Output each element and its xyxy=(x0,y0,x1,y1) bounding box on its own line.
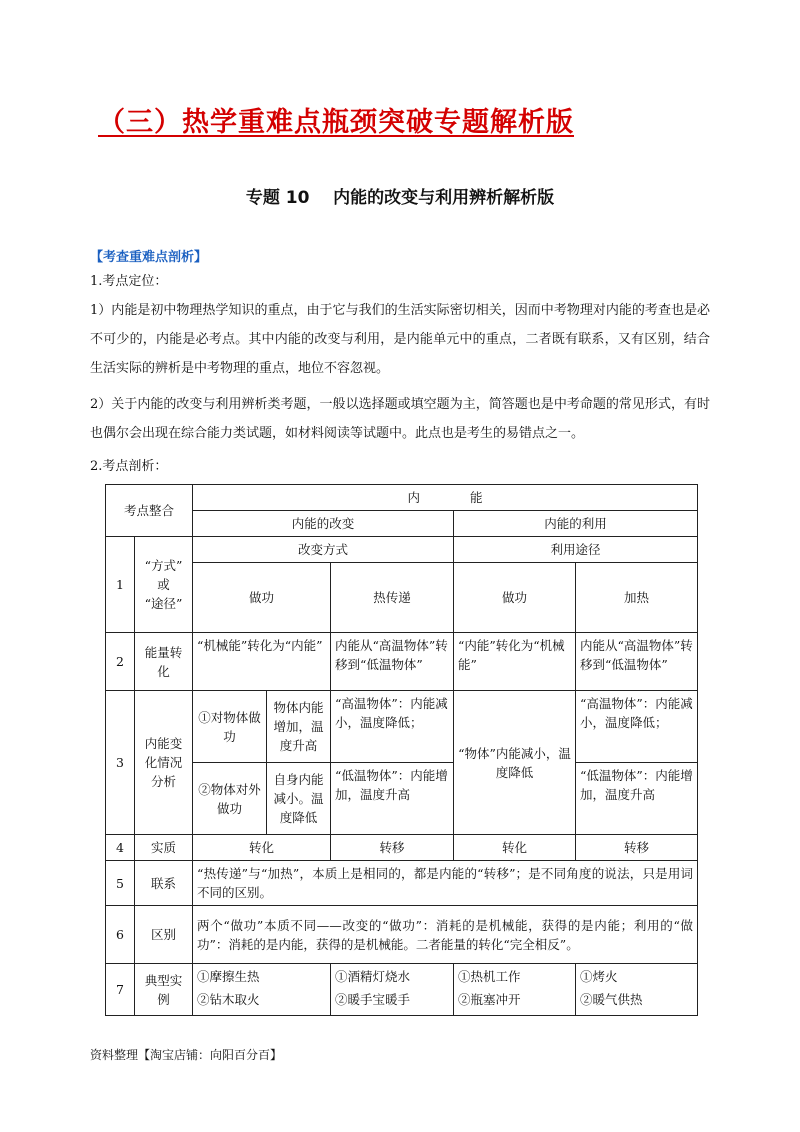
row-7-c2 xyxy=(331,964,454,1016)
row-6-text: 两个“做功”本质不同——改变的“做功”：消耗的是机械能，获得的是内能；利用的“做功”：消耗的是内能，获得的是机械能。二者能量的转化“完全相反”。 xyxy=(193,906,698,964)
main-title: （三）热学重难点瓶颈突破专题解析版 xyxy=(98,107,574,138)
row-7-c4a: ①烤火 xyxy=(580,969,618,984)
position-label: 1.考点定位： xyxy=(90,274,168,289)
row-5-text: “热传递”与“加热”，本质上是相同的，都是内能的“转移”；是不同角度的说法，只是用词不同的区别。 xyxy=(193,861,698,906)
header-change: 内能的改变 xyxy=(193,511,454,537)
row-1-num: 1 xyxy=(106,537,135,633)
row-1-c1: 做功 xyxy=(193,563,331,633)
row-5-num: 5 xyxy=(106,861,135,906)
row-1-label-a: “方式” xyxy=(144,558,183,573)
row-1-label-c: “途径” xyxy=(144,596,183,611)
row-3-c2a: “高温物体”：内能减小，温度降低； xyxy=(331,691,454,763)
row-3-c1a-right: 物体内能增加，温度升高 xyxy=(267,691,331,763)
table-corner: 考点整合 xyxy=(106,485,193,537)
row-1-c4: 加热 xyxy=(576,563,698,633)
row-7-c3 xyxy=(454,964,576,1016)
row-3-c4b: “低温物体”：内能增加，温度升高 xyxy=(576,763,698,835)
row-7-c3b: ②瓶塞冲开 xyxy=(458,992,521,1007)
row-7-label: 典型实例 xyxy=(135,964,193,1016)
row-5-label: 联系 xyxy=(135,861,193,906)
row-4-c3: 转化 xyxy=(454,835,576,861)
row-6-num: 6 xyxy=(106,906,135,964)
row-2-num: 2 xyxy=(106,633,135,691)
row-3-c1a-left: ①对物体做功 xyxy=(193,691,267,763)
row-1-label xyxy=(135,537,193,633)
header-use: 内能的利用 xyxy=(454,511,698,537)
row-4-c2: 转移 xyxy=(331,835,454,861)
row-7-c2a: ①酒精灯烧水 xyxy=(335,969,411,984)
analysis-label: 2.考点剖析： xyxy=(90,459,168,474)
row-2-c1: “机械能”转化为“内能” xyxy=(193,633,331,691)
row-4-c4: 转移 xyxy=(576,835,698,861)
row-1-c3: 做功 xyxy=(454,563,576,633)
row-4-num: 4 xyxy=(106,835,135,861)
paragraph-2: 2）关于内能的改变与利用辨析类考题，一般以选择题或填空题为主，简答题也是中考命题的常见形式，有时也偶尔会出现在综合能力类试题，如材料阅读等试题中。此点也是考生的易错点之一。 xyxy=(90,397,710,441)
knowledge-table xyxy=(105,484,698,1016)
row-7-c3a: ①热机工作 xyxy=(458,969,521,984)
row-3-label: 内能变化情况分析 xyxy=(135,691,193,835)
footer-text: 资料整理【淘宝店铺：向阳百分百】 xyxy=(90,1048,283,1062)
row-2-label: 能量转化 xyxy=(135,633,193,691)
row-4-label: 实质 xyxy=(135,835,193,861)
row-7-c4b: ②暖气供热 xyxy=(580,992,643,1007)
paragraph-1: 1）内能是初中物理热学知识的重点，由于它与我们的生活实际密切相关，因而中考物理对内能的考查也是必不可少的，内能是必考点。其中内能的改变与利用，是内能单元中的重点，二者既有联系，又有区别，结合生活实际的辨析是中考物理的重点，地位不容忽视。 xyxy=(90,303,710,376)
row-3-c4a: “高温物体”：内能减小，温度降低； xyxy=(576,691,698,763)
row-2-c3: “内能”转化为“机械能” xyxy=(454,633,576,691)
header-inner-energy: 内 能 xyxy=(193,485,698,511)
header-use-way: 利用途径 xyxy=(454,537,698,563)
row-3-c3: “物体”内能减小，温度降低 xyxy=(454,691,576,835)
section-heading: 【考查重难点剖析】 xyxy=(90,250,208,265)
row-1-c2: 热传递 xyxy=(331,563,454,633)
row-4-c1: 转化 xyxy=(193,835,331,861)
row-7-num: 7 xyxy=(106,964,135,1016)
row-3-c2b: “低温物体”：内能增加，温度升高 xyxy=(331,763,454,835)
sub-title: 专题 10 内能的改变与利用辨析解析版 xyxy=(245,188,555,208)
row-7-c4 xyxy=(576,964,698,1016)
row-7-c1 xyxy=(193,964,331,1016)
row-6-label: 区别 xyxy=(135,906,193,964)
row-7-c2b: ②暖手宝暖手 xyxy=(335,992,411,1007)
row-7-c1b: ②钻木取火 xyxy=(197,992,260,1007)
row-3-num: 3 xyxy=(106,691,135,835)
header-change-method: 改变方式 xyxy=(193,537,454,563)
row-1-label-b: 或 xyxy=(157,577,170,592)
row-3-c1b-left: ②物体对外做功 xyxy=(193,763,267,835)
row-3-c1b-right: 自身内能减小。温度降低 xyxy=(267,763,331,835)
row-2-c4: 内能从“高温物体”转移到“低温物体” xyxy=(576,633,698,691)
row-2-c2: 内能从“高温物体”转移到“低温物体” xyxy=(331,633,454,691)
row-7-c1a: ①摩擦生热 xyxy=(197,969,260,984)
